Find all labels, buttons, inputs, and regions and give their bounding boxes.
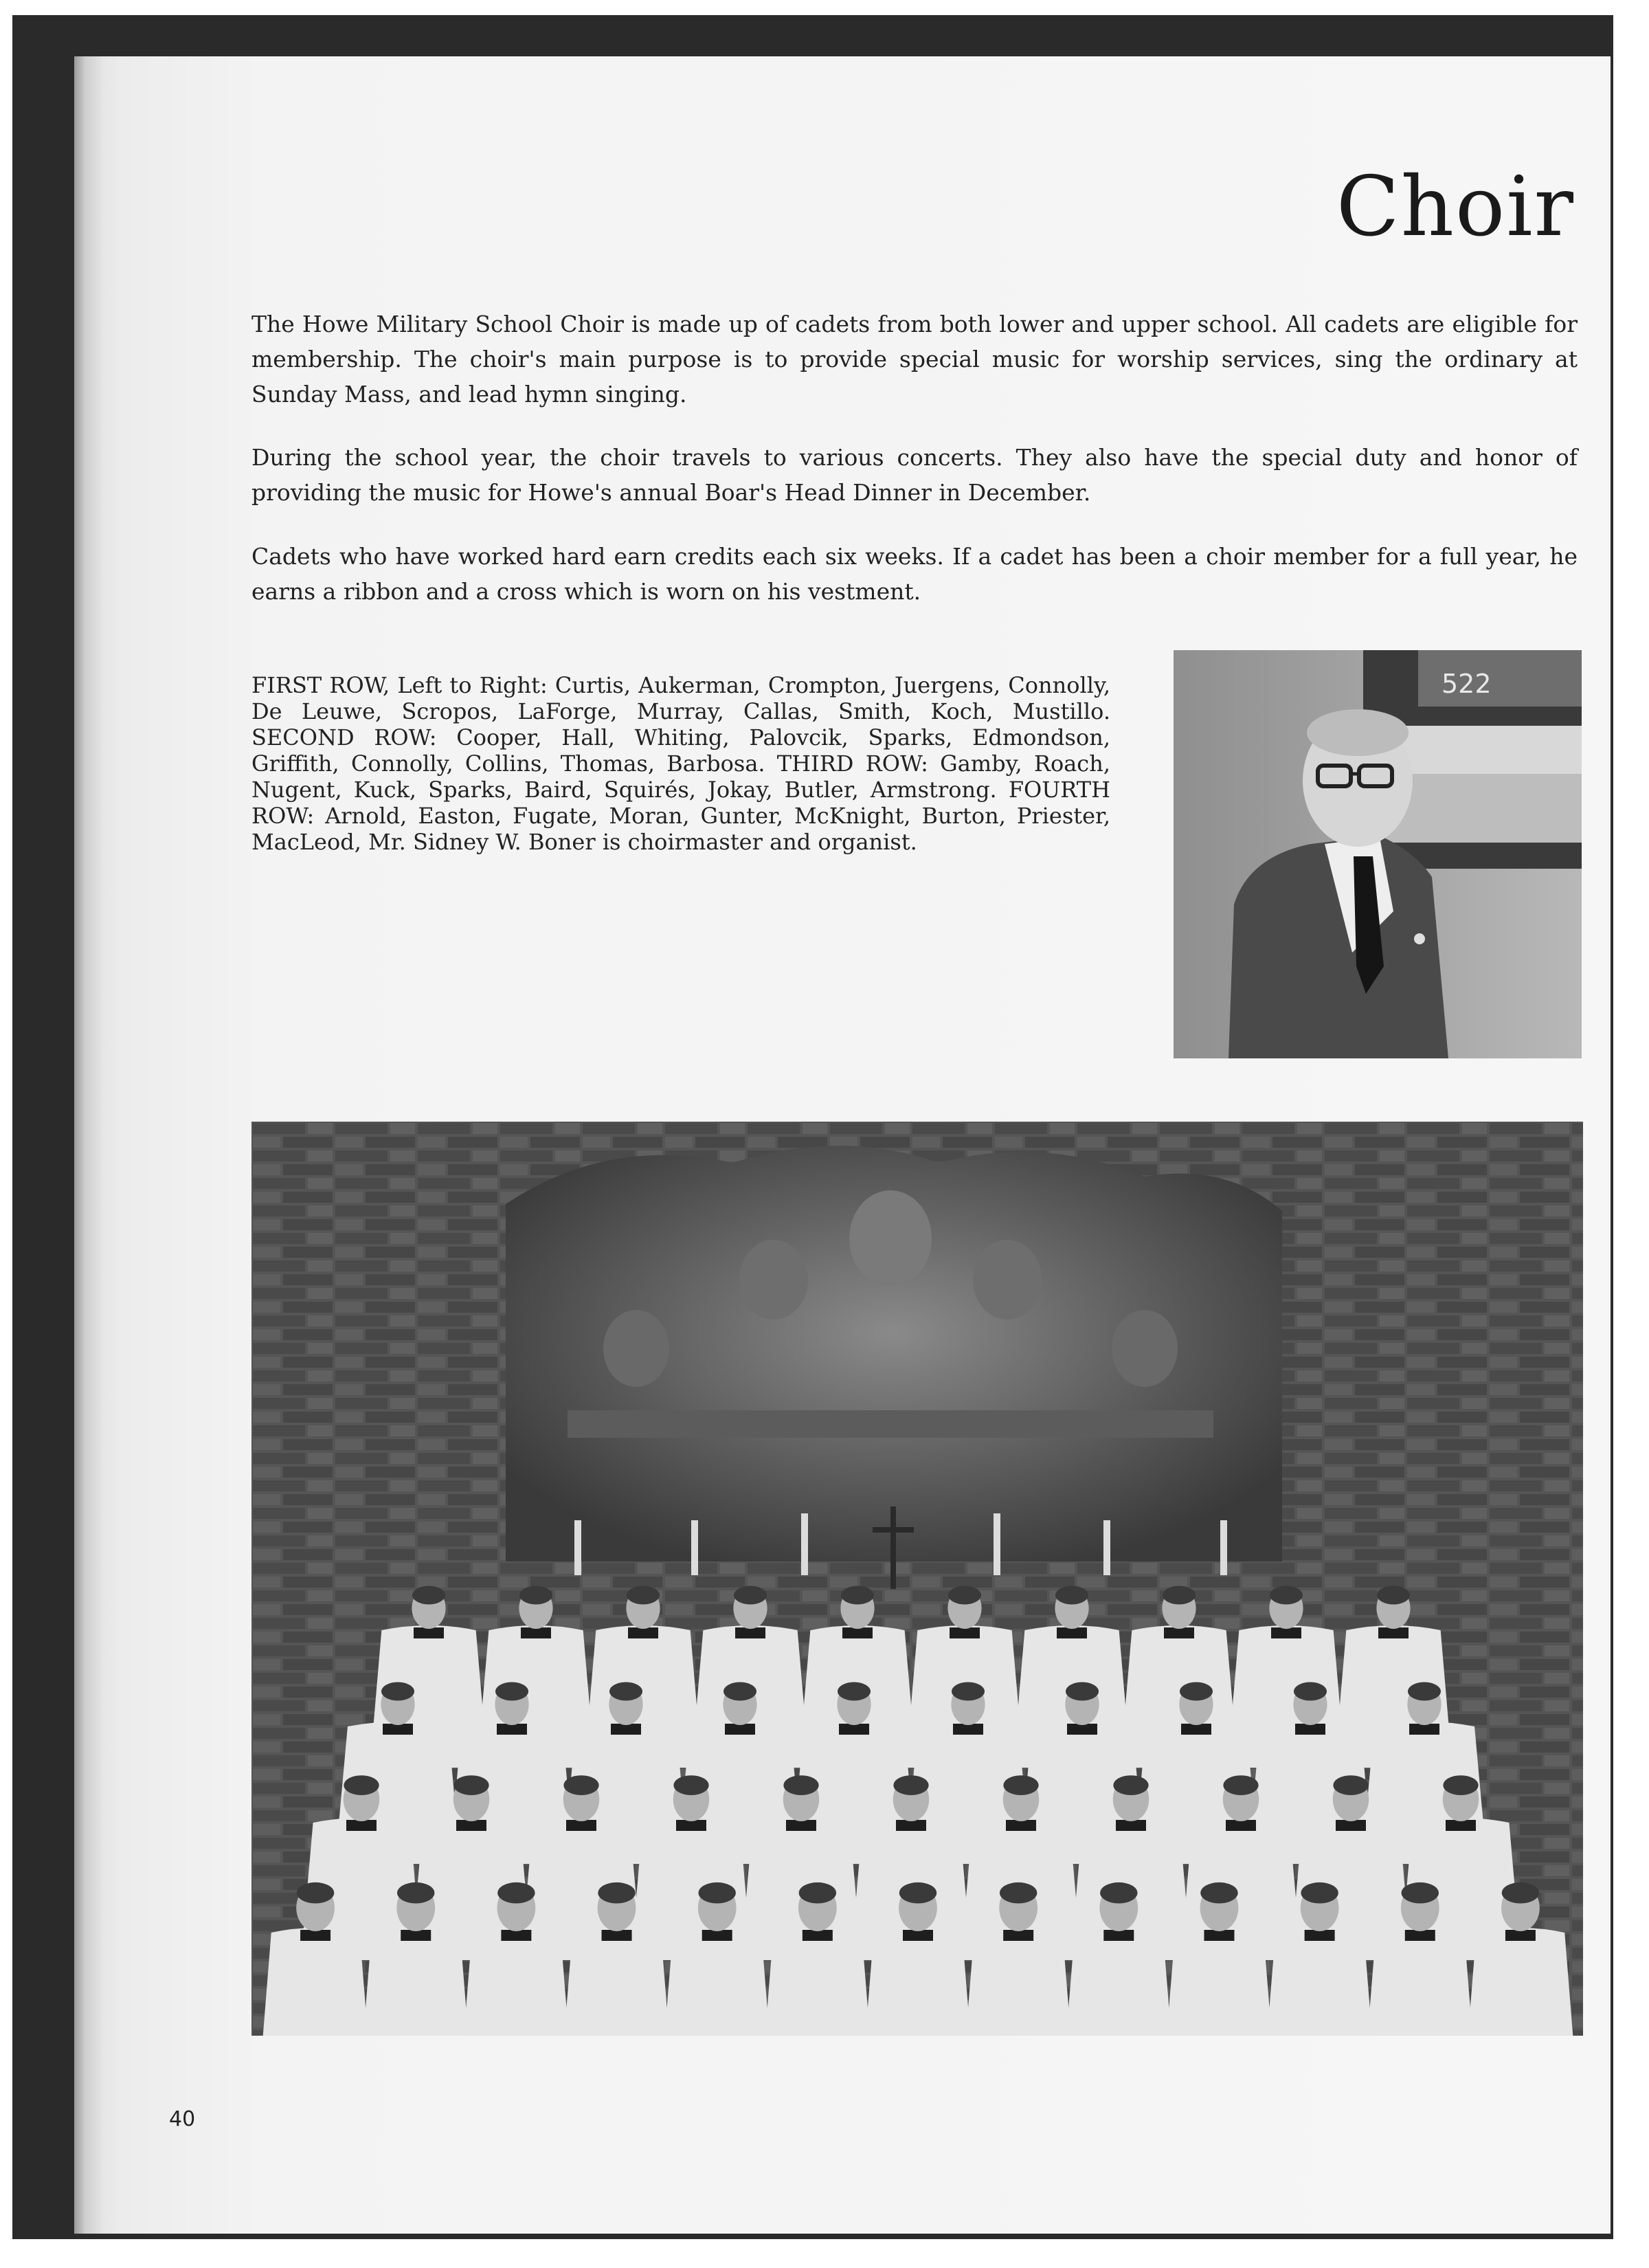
cadet-hair (893, 1775, 928, 1795)
cadet-hair (1301, 1882, 1338, 1904)
cadet-hair (1270, 1586, 1303, 1605)
cassock-collar (1181, 1724, 1211, 1735)
cadet-hair (673, 1775, 708, 1795)
cadet-hair (1113, 1775, 1148, 1795)
cassock-collar (346, 1820, 377, 1831)
cadet-hair (1408, 1682, 1441, 1701)
cadet-hair (1180, 1682, 1213, 1701)
choir-robe (561, 1928, 672, 2036)
cadet-hair (1333, 1775, 1368, 1795)
cassock-collar (1336, 1820, 1366, 1831)
choirmaster-photo (1174, 650, 1582, 1058)
cassock-collar (1057, 1627, 1087, 1638)
cassock-collar (702, 1930, 732, 1941)
cassock-collar (1295, 1724, 1325, 1735)
choir-robe (963, 1928, 1074, 2036)
choir-robe (662, 1928, 772, 2036)
choir-robe (1064, 1928, 1174, 2036)
cassock-collar (1409, 1724, 1439, 1735)
cassock-collar (1103, 1930, 1134, 1941)
cadet-hair (598, 1882, 635, 1904)
intro-paragraph-2: During the school year, the choir travels to various concerts. They also have the special duty and honor of providing the music for Howe's annual Boar's Head Dinner in December. (251, 444, 1578, 506)
cassock-collar (1305, 1930, 1335, 1941)
cassock-collar (953, 1724, 983, 1735)
cadet-hair (952, 1682, 985, 1701)
cassock-collar (1204, 1930, 1234, 1941)
intro-paragraph-3: Cadets who have worked hard earn credits each six weeks. If a cadet has been a choir member for a full year, he earns a ribbon and a cross which is worn on his vestment. (251, 543, 1578, 605)
cadet-hair (563, 1775, 598, 1795)
cassock-collar (1405, 1930, 1435, 1941)
cassock-collar (1505, 1930, 1536, 1941)
cassock-collar (842, 1627, 873, 1638)
cadet-hair (519, 1586, 552, 1605)
cassock-collar (896, 1820, 926, 1831)
cassock-collar (1378, 1627, 1409, 1638)
cassock-collar (950, 1627, 980, 1638)
choir-robe (1164, 1928, 1275, 2036)
choir-robe (1365, 1928, 1475, 2036)
choir-robe (260, 1928, 371, 2036)
cassock-collar (566, 1820, 596, 1831)
cadet-hair (1294, 1682, 1327, 1701)
cadet-hair (783, 1775, 818, 1795)
cadet-hair (297, 1882, 334, 1904)
cadet-hair (453, 1775, 489, 1795)
cadet-hair (1443, 1775, 1478, 1795)
cassock-collar (903, 1930, 933, 1941)
cassock-collar (521, 1627, 551, 1638)
cassock-collar (725, 1724, 755, 1735)
cassock-collar (1067, 1724, 1097, 1735)
page-number: 40 (169, 2107, 196, 2131)
cassock-collar (735, 1627, 765, 1638)
cadet-hair (698, 1882, 735, 1904)
cadet-hair (1502, 1882, 1539, 1904)
cadet-hair (723, 1682, 756, 1701)
cassock-collar (1226, 1820, 1256, 1831)
cadet-hair (1000, 1882, 1037, 1904)
page-title: Choir (1336, 159, 1575, 255)
cassock-collar (803, 1930, 833, 1941)
cadet-hair (1163, 1586, 1196, 1605)
choir-robe (461, 1928, 572, 2036)
choir-robe (1466, 1928, 1576, 2036)
cadet-hair (1377, 1586, 1410, 1605)
cadet-hair (1402, 1882, 1439, 1904)
cassock-collar (1271, 1627, 1301, 1638)
cadet-hair (1066, 1682, 1099, 1701)
cadet-hair (627, 1586, 660, 1605)
cadet-hair (609, 1682, 642, 1701)
photo-caption: FIRST ROW, Left to Right: Curtis, Aukerman, Crompton, Juergens, Connolly, De Leuwe, Scropos, LaForge, Murray, Callas, Smith, Koch, Mustillo. SECOND ROW: Cooper, Hall, Whiting, Palovcik, Sparks, Edmondson, Griffith, Connolly, Collins, Thomas, Barbosa. THIRD ROW: Gamby, Roach, Nugent, Kuck, Sparks, Baird, Squirés, Jokay, Butler, Armstrong. FOURTH ROW: Arnold, Easton, Fugate, Moran, Gunter, McKnight, Burton, Priester, MacLeod, Mr. Sidney W. Boner is choirmaster and organist. (251, 672, 1110, 855)
cadet-hair (1003, 1775, 1038, 1795)
cadet-hair (1223, 1775, 1258, 1795)
cassock-collar (383, 1724, 413, 1735)
room-number-sign: 522 (1442, 669, 1492, 699)
cassock-collar (456, 1820, 486, 1831)
cadet-hair (838, 1682, 871, 1701)
cassock-collar (414, 1627, 444, 1638)
choir-robe (1264, 1928, 1375, 2036)
cassock-collar (628, 1627, 658, 1638)
cadet-hair (948, 1586, 981, 1605)
cassock-collar (401, 1930, 431, 1941)
cassock-collar (1116, 1820, 1146, 1831)
choir-members (260, 1586, 1576, 2036)
cadet-hair (1100, 1882, 1137, 1904)
cassock-collar (501, 1930, 531, 1941)
cassock-collar (839, 1724, 869, 1735)
choir-robe (762, 1928, 873, 2036)
cassock-collar (611, 1724, 641, 1735)
cadet-hair (344, 1775, 379, 1795)
cassock-collar (497, 1724, 527, 1735)
cadet-hair (899, 1882, 936, 1904)
cadet-hair (799, 1882, 836, 1904)
cadet-hair (841, 1586, 874, 1605)
choir-robe (863, 1928, 974, 2036)
cadet-hair (495, 1682, 528, 1701)
intro-paragraph-1: The Howe Military School Choir is made up of cadets from both lower and upper school. All cadets are eligible for membership. The choir's main purpose is to provide special music for worship services, sing the ordinary at Sunday Mass, and lead hymn singing. (251, 311, 1578, 408)
cassock-collar (1003, 1930, 1033, 1941)
cassock-collar (1006, 1820, 1036, 1831)
cadet-hair (497, 1882, 535, 1904)
cadet-hair (734, 1586, 767, 1605)
cassock-collar (1446, 1820, 1476, 1831)
cassock-collar (602, 1930, 632, 1941)
cadet-hair (1200, 1882, 1237, 1904)
cadet-hair (1055, 1586, 1088, 1605)
cadet-hair (381, 1682, 414, 1701)
cassock-collar (300, 1930, 330, 1941)
choir-robe (361, 1928, 471, 2036)
cadet-hair (397, 1882, 434, 1904)
cadet-hair (412, 1586, 445, 1605)
page-binding-shadow (74, 56, 102, 2234)
cassock-collar (786, 1820, 816, 1831)
choir-group-photo (251, 1122, 1583, 2036)
cassock-collar (676, 1820, 706, 1831)
cassock-collar (1164, 1627, 1194, 1638)
